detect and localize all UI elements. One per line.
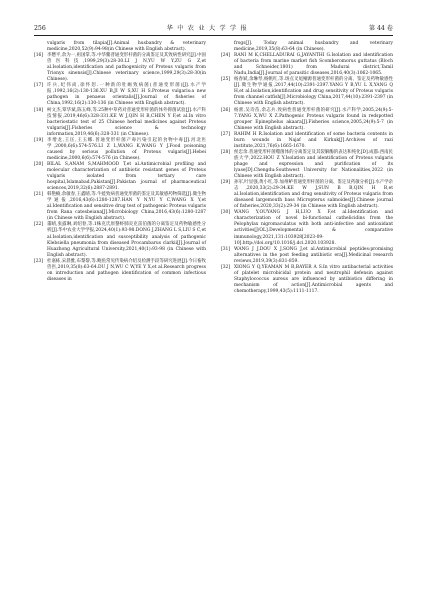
reference-number: [24] xyxy=(221,53,231,59)
left-column xyxy=(34,41,206,283)
reference-text: 李懋平,余为一,祖国掌,等.中华鳖普通变形杆菌的分离鉴定及其致病性研究[J].中国兽医科技,1999,29(3):28-30.LI J N,YU W Y,ZU G Z,et al.Isolation,identification and pathogenicity of Proteus vulgaris from Trionyx sinensis[J].Chinese veterinary science,1999,29(3):28-30(in Chinese). xyxy=(47,53,206,83)
reference-text: vulgaris from tilapia[J].Animal husbandry & veterinary medicine,2020,52(9):94-98(in Chinese with English abstract). xyxy=(47,41,206,53)
reference-text: 杨春斌,余琳琴,杨帆红,等.斑点叉尾鲴源普通变形杆菌的分离、鉴定及药物敏感性[J].微生物学通报,2017,44(10):2391-2397.YANG Y B,YU L X,YANG Q H,et al.Isolation,identification and drug sensitivity of Proteus vulgaris from channel catfish[J].Microbiology China,2017,44(10):2391-2397 (in Chinese with English abstract). xyxy=(234,77,393,107)
header-rule xyxy=(34,35,393,36)
reference-entry xyxy=(34,41,206,53)
reference-entry xyxy=(221,150,393,180)
reference-entry xyxy=(221,265,393,295)
reference-entry xyxy=(221,132,393,150)
reference-entry xyxy=(221,210,393,246)
reference-text: 杨蕾,吴诗苗,余志兵.致病性普通变形杆菌的研究[J].水产科学,2005,24(9):5-7.YANG X,WU X Z.Pathogenic Proteus vulgaris found in redspotted grouper Epinephelus akaara[J].Fisheries science,2005,24(9):5-7 (in Chinese with English abstract). xyxy=(234,107,393,131)
reference-entry xyxy=(221,77,393,107)
reference-number: [18] xyxy=(34,107,44,113)
reference-entry xyxy=(221,247,393,265)
reference-number: [31] xyxy=(221,246,231,252)
reference-number xyxy=(34,41,47,53)
reference-entry xyxy=(34,108,206,138)
reference-text: RAHIM H R.Isolation and identification of some bacteria contents in burn wounds in Najaf and Kirkuk[J].Archives of razi institute,2021,76(6):1665-1670. xyxy=(234,131,393,149)
reference-number: [17] xyxy=(34,83,44,89)
reference-text: 杜嘉栋,宋晨雅,布黎黎,等.鲍鱼常见传染病介绍及检测手段等研究进展[J].今日畜牧兽医,2019,35(8):63-64.DU J N,WU C W,YE Y X,et al.Research progress on introduction and pathogen identification of common infectious diseases in xyxy=(47,258,206,282)
reference-number: [20] xyxy=(34,161,44,167)
reference-entry xyxy=(34,53,206,83)
reference-entry xyxy=(221,108,393,132)
reference-number: [19] xyxy=(34,137,44,143)
reference-entry xyxy=(34,162,206,192)
reference-entry xyxy=(34,138,206,162)
right-column xyxy=(221,41,393,295)
reference-entry xyxy=(34,259,206,283)
reference-text: 许兵,纪伟尚,徐怀恕.一种新的牡蛎致病菌(普通变形菌)[J].水产学报,1992,16(2):130-136.XU B,JI W S,XU H S.Proteus vulgaris:a new pathogen in penaeus orientalis[J].Journal of fisheries of China,1992,16(2):130-136 (in Chinese with English abstract). xyxy=(47,83,206,107)
reference-text: 孙军,叶显强,黄小红,等.加州鲈普通变形杆菌的分离、鉴定及药敏分析[J].水产学杂志,2020,33(2):29-34.KE W J,SUN B B,QIN H B,et al.Isolation,identification and drug sensitivity of Proteus vulgaris from diseased largemouth bass Micropterus salmoides[J].Chinese journal of fisheries,2020,33(2):29-34 (in Chinese with English abstract). xyxy=(234,180,393,210)
reference-number: [26] xyxy=(221,107,231,113)
reference-number: [28] xyxy=(221,149,231,155)
reference-text: RANI M K,CHELLADURAI G,JAYANTHI G.Isolation and identification of bacteria from marine market fish Scomberomorus guttatus (Bloch and Schneider,1801) from Madurai district,Tamil Nadu,India[J].Journal of parasitic diseases,2016,40(3):1062-1065. xyxy=(234,53,393,77)
reference-entry xyxy=(34,222,206,258)
reference-number: [16] xyxy=(34,53,44,59)
reference-entry xyxy=(221,180,393,210)
reference-text: XIONG Y Q,YEAMAN M R,BAYER A S.In vitro antibacterial activities of platelet microbicidal protein and neutrophil defensin against Staphylococcus aureus are influenced by antibiotics differing in mechanism of action[J].Antimicrobial agents and chemotherapy,1999,43(5):1111-1117. xyxy=(234,264,393,294)
reference-number: [29] xyxy=(221,180,231,186)
reference-text: 李增龙,王匡,王玉娜.普通变形杆菌产毒污染引起的食物中毒[J].河北医学,2000,6(6):574-576.LI Z L,WANG K,WANG Y J.Food poisoning caused by serious pollution of Proteus vulgaris[J].Hebei medicine,2000,6(6):574-576 (in Chinese). xyxy=(47,137,206,161)
reference-number: [27] xyxy=(221,131,231,137)
journal-title: 华 中 农 业 大 学 学 报 xyxy=(166,25,248,32)
reference-number xyxy=(221,41,234,53)
volume-label: 第 44 卷 xyxy=(368,25,393,32)
reference-text: 侯忠余.普通变形杆菌噬菌体的分离鉴定及其裂解酶的表达和纯化[D].成都:西南民族大学,2022.HOU Z Y.Isolation and identification of Proteus vulgaris phage and expression and purification of its lyase[D].Chengdu:Southwest University for Nationalities,2022 (in Chinese with English abstract). xyxy=(234,149,393,180)
reference-entry xyxy=(34,83,206,107)
reference-number: [32] xyxy=(221,264,231,270)
reference-text: WANG Y,OUYANG J H,LUO X F,et al.Identification and characterization of novel bi-functional cathelicidins from the Pelophylax nigromaculatus with both anti-infective and antioxidant activities[J/OL].Developmental & comparative immunology,2021,131:103928[2023-09-10].http://doi.org/10.1016/j.dci.2020.103928. xyxy=(234,210,393,246)
reference-text: 董晴,张露琳,刘绍春,等.1株克氏原螯虾肺炎克雷伯菌的分离鉴定及药物敏感性分析[J].华中农业大学学报,2024,40(1):93-98.DONG J,ZHANG L S,LIU S C,et al.Isolation,identification and susceptibility analysis of pathogenic Klebsiella pneumonia from diseased Procambarus clarkii[J].Journal of Huazhong Agricultural University,2021,40(1):93-98 (in Chinese with English abstract). xyxy=(47,222,206,258)
reference-text: BILAL S,ANAM S,MAHMOOD T,et al.Antimicrobial profiling and molecular characterization of antibiotic resistant genes of Proteus vulgaris isolated from tertiary care hospital,Islamabad,Pakistan[J].Pakistan journal of pharmaceutical sciences,2019,32(6):2887-2891. xyxy=(47,161,206,192)
reference-text: frogs[J]. Today animal husbandry and veterinary medicine,2019,35(8):63-64 (in Chinese). xyxy=(234,41,393,53)
reference-number: [21] xyxy=(34,192,44,198)
reference-entry xyxy=(34,192,206,222)
reference-entry xyxy=(221,53,393,77)
reference-text: WANG J J,DOU X J,SONG J,et al.Antimicrobial peptides:promising alternatives in the post feeding antibiotic era[J].Medicinal research reviews,2019,39(3):831-859. xyxy=(234,246,393,264)
reference-text: 韩艳楠,余敏春,王鑫晴,等.牛蛙致病普通变形菌的鉴定及其敏感药物筛选[J].微生物学通报,2016,43(6):1280-1287.HAN Y N,YU Y C,WANG X Y,et al.Identification and sensitive drug test of pathogenic Proteus vulgaris from Rana catesbeiana[J].Microbiology China,2016,43(6):1280-1287 (in Chinese with English abstract). xyxy=(47,192,206,222)
page-number: 256 xyxy=(34,25,46,32)
reference-entry xyxy=(221,41,393,53)
reference-number: [30] xyxy=(221,210,231,216)
reference-number: [22] xyxy=(34,222,44,228)
reference-number: [25] xyxy=(221,77,231,83)
reference-text: 柯文杰,覃华斌,陈五峰,等.25种中草药对普通变形杆菌的体外抑菌试验[J].水产科技情报,2019,46(6):328-331.KE W J,QIN H B,CHEN Y F,et al.In vitro bacteriostatic test of 25 Chinese herbal medicines against Proteus vulgaris[J].Fisheries science & technology information,2019,46(6):328-331 (in Chinese). xyxy=(47,107,206,137)
reference-number: [23] xyxy=(34,258,44,264)
running-header xyxy=(34,20,393,32)
